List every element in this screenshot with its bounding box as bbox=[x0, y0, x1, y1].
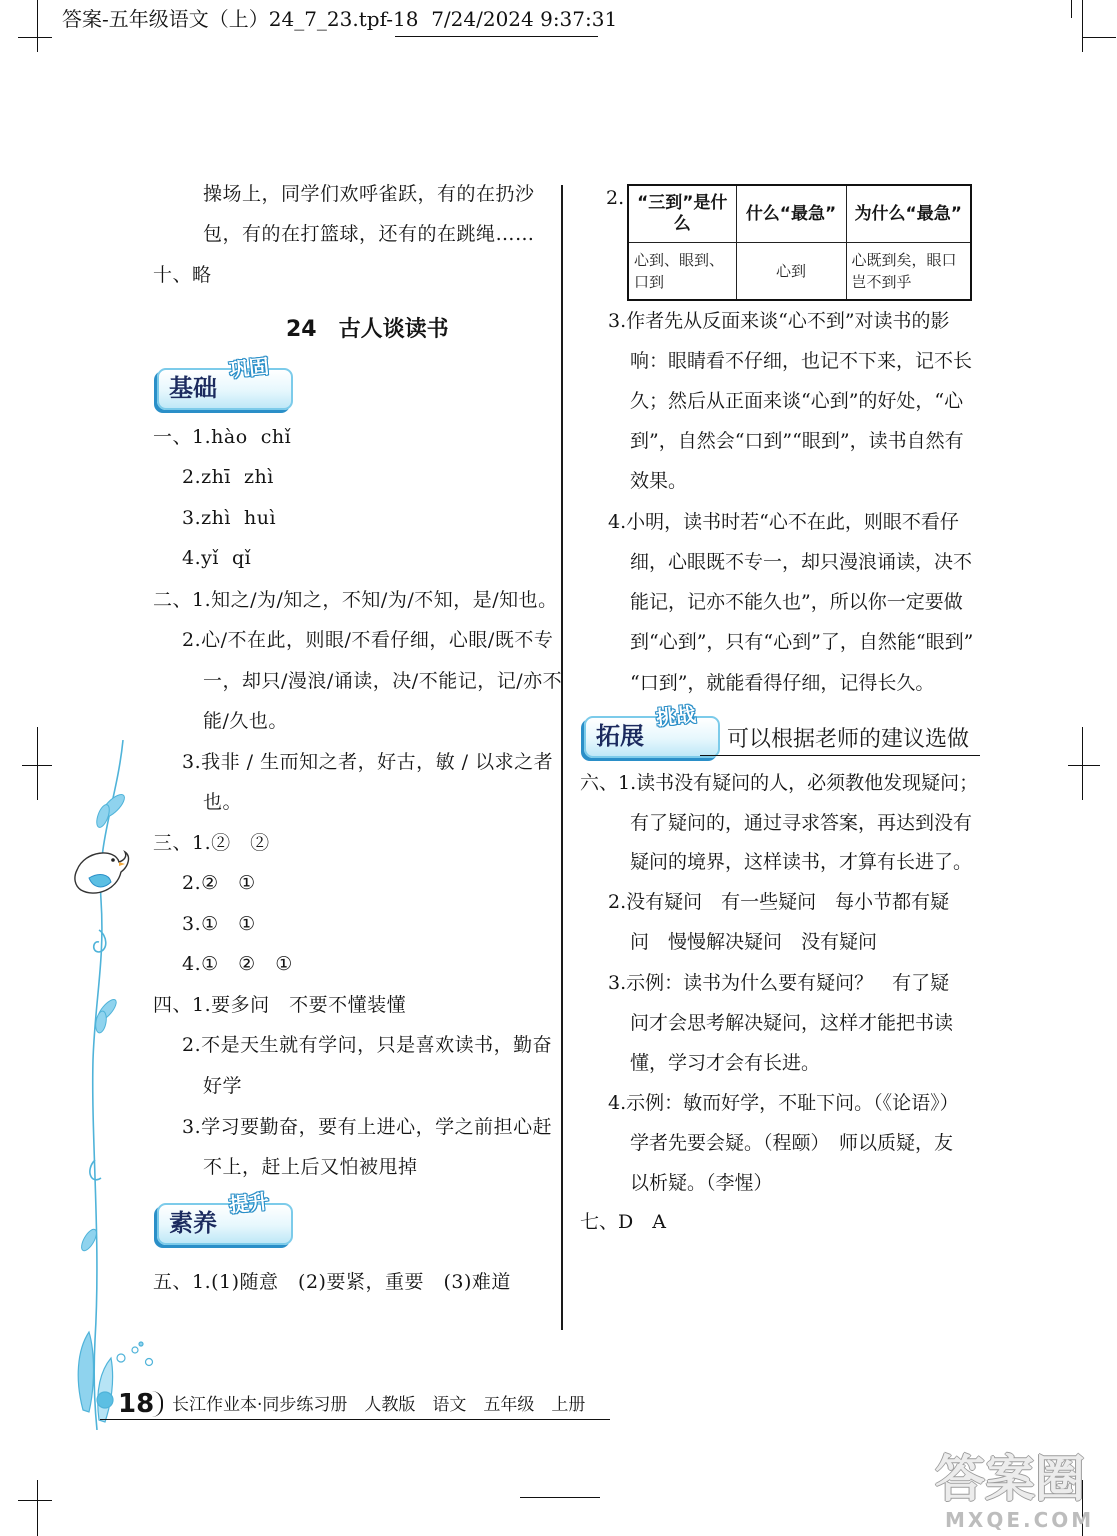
book-info: 长江作业本·同步练习册 人教版 语文 五年级 上册 bbox=[172, 1395, 586, 1415]
answer-line: 2.② ① bbox=[182, 872, 256, 894]
crop-mark bbox=[37, 1480, 38, 1536]
table-header-row bbox=[628, 185, 971, 243]
answer-line: 一、1.hào chǐ bbox=[153, 426, 292, 448]
answer-line: 能/久也。 bbox=[203, 710, 288, 732]
answer-line: 能记，记亦不能久也”，所以你一定要做 bbox=[630, 591, 963, 613]
badge-accent-text: 巩固 bbox=[227, 353, 271, 383]
crop-mark bbox=[18, 37, 52, 38]
crop-mark bbox=[1071, 0, 1072, 18]
table-row bbox=[628, 243, 971, 301]
section-ten-answer: 十、略 bbox=[153, 264, 212, 286]
crop-mark bbox=[520, 1497, 600, 1498]
crop-mark bbox=[18, 1500, 52, 1501]
answer-line: 3.示例：读书为什么要有疑问？ 有了疑 bbox=[608, 972, 950, 994]
vine-stem bbox=[90, 740, 123, 1430]
basic-consolidation-badge bbox=[157, 353, 293, 410]
badge-main-text: 基础 bbox=[169, 374, 217, 402]
answer-line: 到”，自然会“口到”“眼到”，读书自然有 bbox=[630, 430, 964, 452]
answer-line: 4.yǐ qǐ bbox=[182, 547, 252, 569]
crop-mark bbox=[37, 727, 38, 800]
table-cell: 心到、眼到、口到 bbox=[628, 243, 736, 301]
badge-accent-text: 挑战 bbox=[654, 701, 698, 731]
answer-line: 问 慢慢解决疑问 没有疑问 bbox=[630, 931, 878, 953]
badge-main-text: 拓展 bbox=[596, 722, 644, 750]
answer-line: 以析疑。（李惺） bbox=[630, 1172, 773, 1194]
lesson-title: 24 古人谈读书 bbox=[286, 317, 449, 342]
answer-line: 3.zhì huì bbox=[182, 507, 277, 529]
answer-line: 4.小明，读书时若“心不在此，则眼不看仔 bbox=[608, 511, 959, 533]
crop-mark bbox=[1082, 37, 1116, 38]
crop-mark bbox=[1068, 765, 1100, 766]
note-underline bbox=[700, 755, 980, 756]
answer-line: 3.作者先从反面来谈“心不到”对读书的影 bbox=[608, 310, 950, 332]
answer-line: 4.示例：敏而好学，不耻下问。（《论语》） bbox=[608, 1092, 959, 1114]
answer-line: 问才会思考解决疑问，这样才能把书读 bbox=[630, 1012, 954, 1034]
table-cell: 心到 bbox=[736, 243, 846, 301]
answer-line: 七、D A bbox=[580, 1211, 666, 1233]
answer-line: 4.① ② ① bbox=[182, 953, 293, 975]
table-header-cell: 为什么“最急” bbox=[846, 185, 971, 243]
answer-line: 疑问的境界，这样读书，才算有长进了。 bbox=[630, 851, 973, 873]
answer-line: 不上，赶上后又怕被甩掉 bbox=[203, 1156, 418, 1178]
answer-line: 2.心/不在此，则眼/不看仔细，心眼/既不专 bbox=[182, 629, 554, 651]
page-number: 18 bbox=[118, 1389, 155, 1419]
table-cell: 心既到矣，眼口岂不到乎 bbox=[846, 243, 971, 301]
answer-line: 包，有的在打篮球，还有的在跳绳…… bbox=[203, 223, 535, 245]
answer-line: 响：眼睛看不仔细，也记不下来，记不长 bbox=[630, 350, 973, 372]
answer-line: 3.① ① bbox=[182, 913, 256, 935]
literacy-improvement-badge bbox=[157, 1188, 293, 1245]
answer-line: 2.不是天生就有学问，只是喜欢读书，勤奋 bbox=[182, 1034, 553, 1056]
answer-line: 有了疑问的，通过寻求答案，再达到没有 bbox=[630, 812, 973, 834]
table-header-cell: 什么“最急” bbox=[736, 185, 846, 243]
three-arrivals-table bbox=[627, 184, 972, 301]
answer-line: 二、1.知之/为/知之，不知/为/不知，是/知也。 bbox=[153, 589, 558, 611]
answer-line: 操场上，同学们欢呼雀跃，有的在扔沙 bbox=[203, 183, 535, 205]
answer-line: 3.我非 / 生而知之者，好古，敏 / 以求之者 bbox=[182, 751, 554, 773]
answer-line: 懂，学习才会有长进。 bbox=[630, 1052, 821, 1074]
answer-line: 一，却只/漫浪/诵读，决/不能记，记/亦不 bbox=[203, 670, 563, 692]
badge-main-text: 素养 bbox=[169, 1209, 217, 1237]
crop-mark bbox=[1082, 0, 1083, 52]
answer-line: 四、1.要多问 不要不懂装懂 bbox=[153, 994, 407, 1016]
answer-line: 3.学习要勤奋，要有上进心，学之前担心赶 bbox=[182, 1116, 553, 1138]
answer-line: 久；然后从正面来谈“心到”的好处，“心 bbox=[630, 390, 964, 412]
crop-mark bbox=[37, 0, 38, 52]
answer-line: 2.没有疑问 有一些疑问 每小节都有疑 bbox=[608, 891, 950, 913]
watermark-logo: 答案圈 bbox=[935, 1450, 1085, 1508]
answer-line: 三、1.② ② bbox=[153, 832, 270, 854]
answer-line: 好学 bbox=[203, 1075, 243, 1097]
answer-line: 到“心到”，只有“心到”了，自然能“眼到” bbox=[630, 631, 974, 653]
extension-challenge-badge bbox=[584, 701, 720, 758]
crop-mark bbox=[22, 765, 52, 766]
answer-line: 六、1.读书没有疑问的人，必须教他发现疑问； bbox=[580, 772, 979, 794]
answer-line: 2. bbox=[606, 187, 625, 209]
header-rule bbox=[395, 36, 598, 37]
badge-accent-text: 提升 bbox=[227, 1188, 271, 1218]
bird-illustration bbox=[75, 852, 129, 893]
answer-line: 五、1.(1)随意 (2)要紧，重要 (3)难道 bbox=[153, 1271, 511, 1293]
crop-mark bbox=[1082, 727, 1083, 800]
answer-line: 也。 bbox=[203, 791, 243, 813]
file-info-header: 答案-五年级语文（上）24_7_23.tpf-18 7/24/2024 9:37:31 bbox=[62, 7, 618, 31]
column-divider bbox=[561, 185, 563, 1330]
watermark-site: MXQE.COM bbox=[945, 1508, 1095, 1532]
footer-rule bbox=[100, 1419, 610, 1420]
table-header-cell: “三到”是什么 bbox=[628, 185, 736, 243]
answer-line: 效果。 bbox=[630, 470, 688, 492]
answer-line: 2.zhī zhì bbox=[182, 466, 274, 488]
answer-line: 学者先要会疑。（程颐） 师以质疑，友 bbox=[630, 1132, 954, 1154]
answer-line: “口到”，就能看得仔细，记得长久。 bbox=[630, 672, 935, 694]
answer-line: 细，心眼既不专一，却只漫浪诵读，决不 bbox=[630, 551, 973, 573]
optional-note: 可以根据老师的建议选做 bbox=[727, 727, 970, 752]
